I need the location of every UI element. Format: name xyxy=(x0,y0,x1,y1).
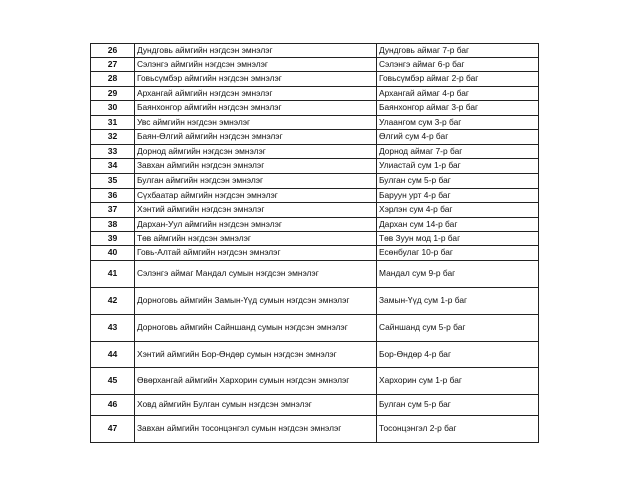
hospital-name-cell: Хэнтий аймгийн нэгдсэн эмнэлэг xyxy=(135,203,377,218)
location-cell: Архангай аймаг 4-р баг xyxy=(377,87,539,101)
row-number-cell: 26 xyxy=(91,44,135,58)
location-cell: Төв Зуун мод 1-р баг xyxy=(377,232,539,246)
row-number-cell: 47 xyxy=(91,416,135,443)
table-row xyxy=(91,159,539,174)
hospital-name-cell: Дархан-Уул аймгийн нэгдсэн эмнэлэг xyxy=(135,218,377,232)
row-number-cell: 31 xyxy=(91,116,135,130)
hospital-name-cell: Говьсүмбэр аймгийн нэгдсэн эмнэлэг xyxy=(135,72,377,87)
table-row xyxy=(91,395,539,416)
location-cell: Баруун урт 4-р баг xyxy=(377,189,539,203)
location-cell: Булган сум 5-р баг xyxy=(377,174,539,189)
row-number-cell: 42 xyxy=(91,288,135,315)
table-row xyxy=(91,44,539,58)
row-number-cell: 30 xyxy=(91,101,135,116)
table-row xyxy=(91,101,539,116)
table-row xyxy=(91,58,539,72)
row-number-cell: 41 xyxy=(91,261,135,288)
row-number-cell: 36 xyxy=(91,189,135,203)
location-cell: Тосонцэнгэл 2-р баг xyxy=(377,416,539,443)
hospital-name-cell: Булган аймгийн нэгдсэн эмнэлэг xyxy=(135,174,377,189)
hospital-name-cell: Сэлэнгэ аймаг Мандал сумын нэгдсэн эмнэлэг xyxy=(135,261,377,288)
location-cell: Хэрлэн сум 4-р баг xyxy=(377,203,539,218)
location-cell: Өлгий сум 4-р баг xyxy=(377,130,539,145)
hospital-name-cell: Увс аймгийн нэгдсэн эмнэлэг xyxy=(135,116,377,130)
location-cell: Сайншанд сум 5-р баг xyxy=(377,315,539,342)
table-row xyxy=(91,174,539,189)
table-row xyxy=(91,189,539,203)
location-cell: Улиастай сум 1-р баг xyxy=(377,159,539,174)
table-row xyxy=(91,368,539,395)
row-number-cell: 29 xyxy=(91,87,135,101)
table-row xyxy=(91,87,539,101)
location-cell: Дорнод аймаг 7-р баг xyxy=(377,145,539,159)
row-number-cell: 33 xyxy=(91,145,135,159)
table-row xyxy=(91,72,539,87)
hospital-list-table xyxy=(90,43,539,443)
hospital-name-cell: Дундговь аймгийн нэгдсэн эмнэлэг xyxy=(135,44,377,58)
hospital-name-cell: Ховд аймгийн Булган сумын нэгдсэн эмнэлэг xyxy=(135,395,377,416)
row-number-cell: 46 xyxy=(91,395,135,416)
table-row xyxy=(91,315,539,342)
row-number-cell: 44 xyxy=(91,342,135,368)
row-number-cell: 39 xyxy=(91,232,135,246)
hospital-name-cell: Сэлэнгэ аймгийн нэгдсэн эмнэлэг xyxy=(135,58,377,72)
location-cell: Дундговь аймаг 7-р баг xyxy=(377,44,539,58)
location-cell: Булган сум 5-р баг xyxy=(377,395,539,416)
row-number-cell: 28 xyxy=(91,72,135,87)
table-row xyxy=(91,261,539,288)
hospital-name-cell: Дорнод аймгийн нэгдсэн эмнэлэг xyxy=(135,145,377,159)
row-number-cell: 34 xyxy=(91,159,135,174)
hospital-name-cell: Завхан аймгийн тосонцэнгэл сумын нэгдсэн эмнэлэг xyxy=(135,416,377,443)
table-row xyxy=(91,116,539,130)
table-row xyxy=(91,203,539,218)
hospital-name-cell: Завхан аймгийн нэгдсэн эмнэлэг xyxy=(135,159,377,174)
row-number-cell: 40 xyxy=(91,246,135,261)
location-cell: Замын-Үүд сум 1-р баг xyxy=(377,288,539,315)
location-cell: Бор-Өндөр 4-р баг xyxy=(377,342,539,368)
row-number-cell: 38 xyxy=(91,218,135,232)
table-row xyxy=(91,130,539,145)
table-row xyxy=(91,232,539,246)
table-row xyxy=(91,218,539,232)
hospital-name-cell: Дорноговь аймгийн Замын-Үүд сумын нэгдсэн эмнэлэг xyxy=(135,288,377,315)
row-number-cell: 32 xyxy=(91,130,135,145)
location-cell: Улаангом сум 3-р баг xyxy=(377,116,539,130)
row-number-cell: 35 xyxy=(91,174,135,189)
hospital-name-cell: Архангай аймгийн нэгдсэн эмнэлэг xyxy=(135,87,377,101)
hospital-name-cell: Сүхбаатар аймгийн нэгдсэн эмнэлэг xyxy=(135,189,377,203)
table-row xyxy=(91,246,539,261)
row-number-cell: 43 xyxy=(91,315,135,342)
table-row xyxy=(91,416,539,443)
location-cell: Хархорин сум 1-р баг xyxy=(377,368,539,395)
location-cell: Дархан сум 14-р баг xyxy=(377,218,539,232)
location-cell: Говьсүмбэр аймаг 2-р баг xyxy=(377,72,539,87)
table-row xyxy=(91,288,539,315)
hospital-name-cell: Баянхонгор аймгийн нэгдсэн эмнэлэг xyxy=(135,101,377,116)
location-cell: Сэлэнгэ аймаг 6-р баг xyxy=(377,58,539,72)
hospital-name-cell: Өвөрхангай аймгийн Хархорин сумын нэгдсэн эмнэлэг xyxy=(135,368,377,395)
row-number-cell: 27 xyxy=(91,58,135,72)
location-cell: Мандал сум 9-р баг xyxy=(377,261,539,288)
hospital-name-cell: Төв аймгийн нэгдсэн эмнэлэг xyxy=(135,232,377,246)
hospital-name-cell: Говь-Алтай аймгийн нэгдсэн эмнэлэг xyxy=(135,246,377,261)
table-row xyxy=(91,145,539,159)
row-number-cell: 37 xyxy=(91,203,135,218)
location-cell: Баянхонгор аймаг 3-р баг xyxy=(377,101,539,116)
hospital-name-cell: Хэнтий аймгийн Бор-Өндөр сумын нэгдсэн эмнэлэг xyxy=(135,342,377,368)
location-cell: Есөнбулаг 10-р баг xyxy=(377,246,539,261)
row-number-cell: 45 xyxy=(91,368,135,395)
hospital-name-cell: Дорноговь аймгийн Сайншанд сумын нэгдсэн эмнэлэг xyxy=(135,315,377,342)
hospital-name-cell: Баян-Өлгий аймгийн нэгдсэн эмнэлэг xyxy=(135,130,377,145)
table-body xyxy=(91,44,539,443)
table-row xyxy=(91,342,539,368)
